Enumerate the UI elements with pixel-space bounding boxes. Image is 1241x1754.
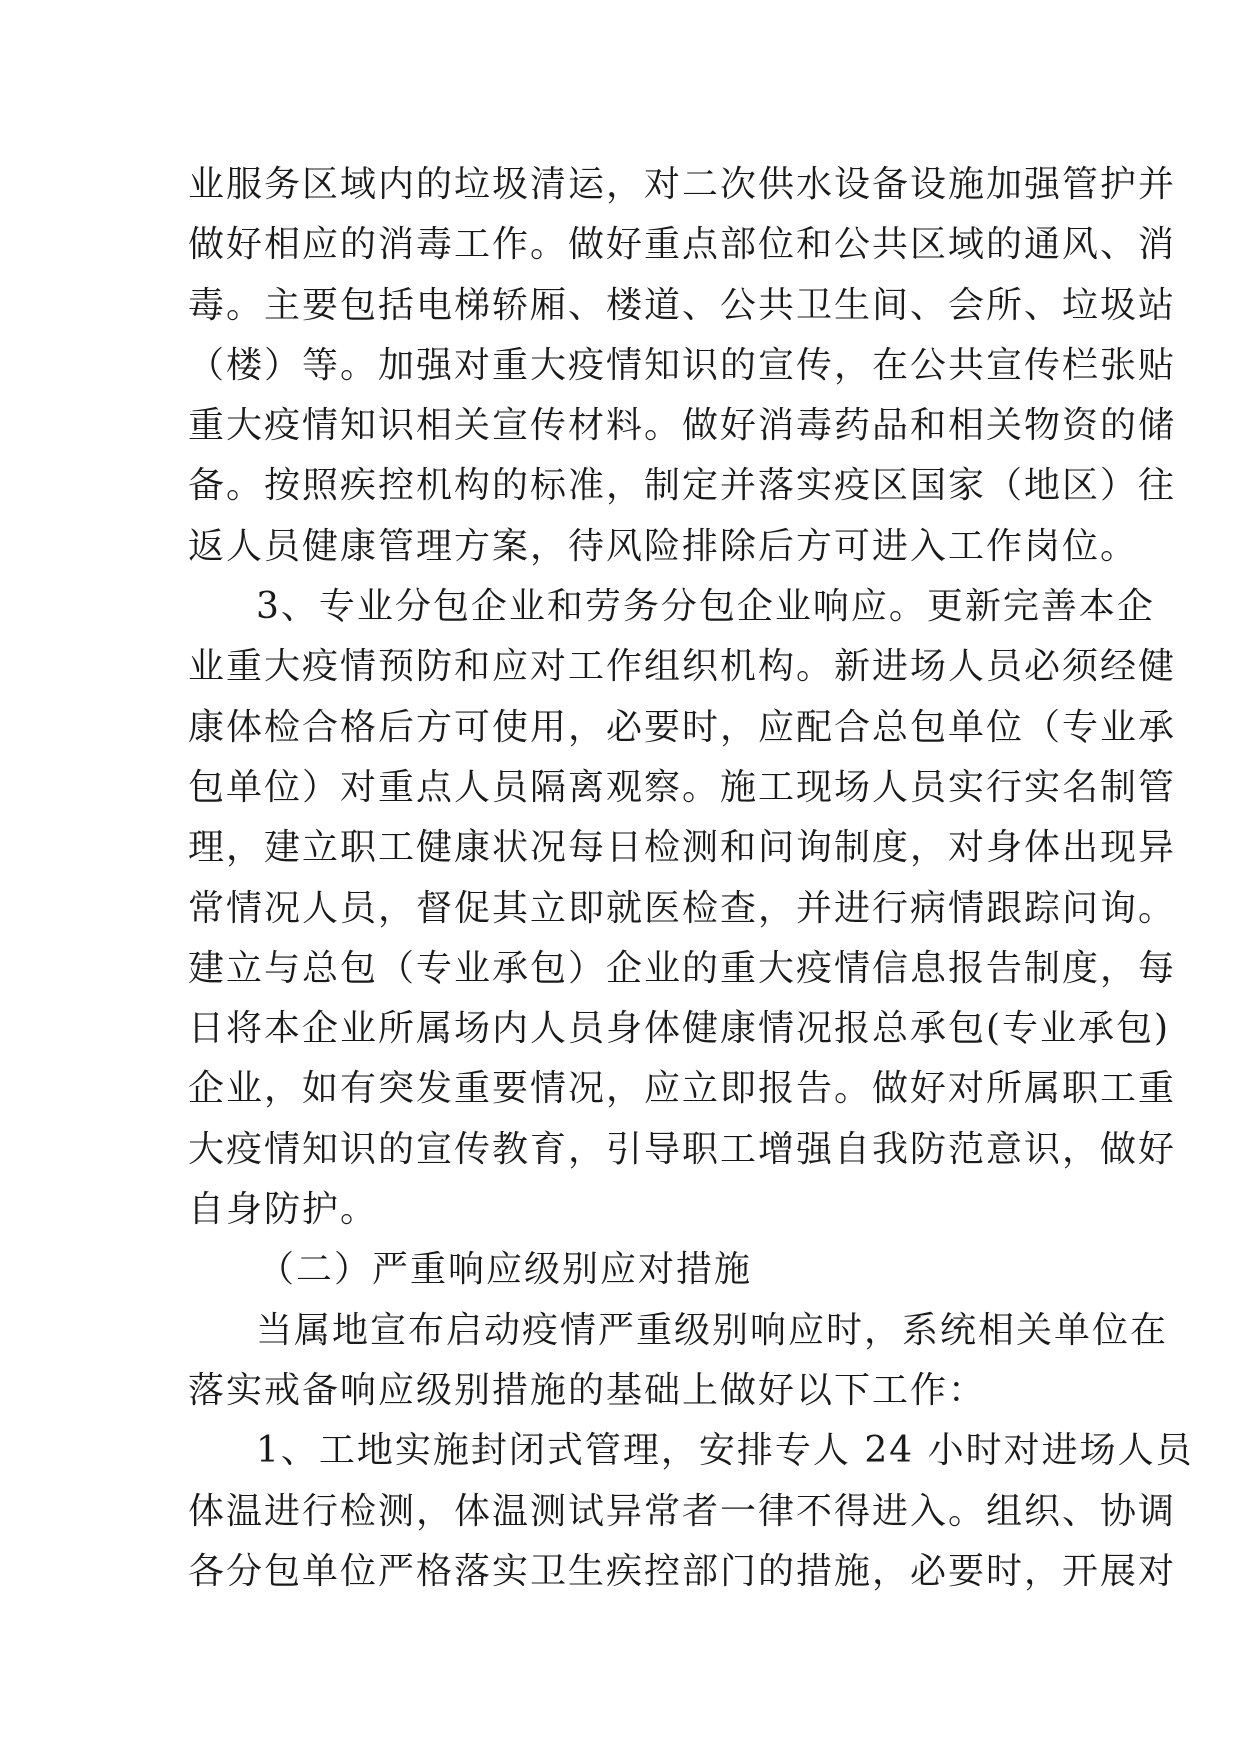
text-line: 日将本企业所属场内人员身体健康情况报总承包(专业承包) bbox=[188, 1008, 1171, 1050]
text-line: 包单位）对重点人员隔离观察。施工现场人员实行实名制管 bbox=[188, 766, 1177, 808]
text-line: 毒。主要包括电梯轿厢、楼道、公共卫生间、会所、垃圾站 bbox=[188, 284, 1177, 326]
text-line: 落实戒备响应级别措施的基础上做好以下工作： bbox=[188, 1369, 987, 1411]
text-line: 自身防护。 bbox=[188, 1189, 379, 1231]
text-line: 大疫情知识的宣传教育，引导职工增强自我防范意识，做好 bbox=[188, 1128, 1177, 1170]
paragraph-start-line: 1、工地实施封闭式管理，安排专人 24 小时对进场人员 bbox=[256, 1430, 1194, 1472]
text-line: 重大疫情知识相关宣传材料。做好消毒药品和相关物资的储 bbox=[188, 405, 1177, 447]
text-line: 各分包单位严格落实卫生疾控部门的措施，必要时，开展对 bbox=[188, 1550, 1177, 1592]
text-line: 理，建立职工健康状况每日检测和问询制度，对身体出现异 bbox=[188, 827, 1177, 869]
text-line: 体温进行检测，体温测试异常者一律不得进入。组织、协调 bbox=[188, 1490, 1177, 1532]
text-line: 康体检合格后方可使用，必要时，应配合总包单位（专业承 bbox=[188, 706, 1177, 748]
text-line: 备。按照疾控机构的标准，制定并落实疫区国家（地区）往 bbox=[188, 465, 1177, 507]
text-line: 业重大疫情预防和应对工作组织机构。新进场人员必须经健 bbox=[188, 646, 1177, 688]
text-line: 常情况人员，督促其立即就医检查，并进行病情跟踪问询。 bbox=[188, 887, 1177, 929]
paragraph-start-line: 当属地宣布启动疫情严重级别响应时，系统相关单位在 bbox=[256, 1309, 1169, 1351]
section-heading: （二）严重响应级别应对措施 bbox=[258, 1249, 753, 1291]
text-line: 企业，如有突发重要情况，应立即报告。做好对所属职工重 bbox=[188, 1068, 1177, 1110]
text-line: 返人员健康管理方案，待风险排除后方可进入工作岗位。 bbox=[188, 525, 1139, 567]
text-line: 做好相应的消毒工作。做好重点部位和公共区域的通风、消 bbox=[188, 224, 1177, 266]
text-line: 业服务区域内的垃圾清运，对二次供水设备设施加强管护并 bbox=[188, 164, 1177, 205]
paragraph-start-line: 3、专业分包企业和劳务分包企业响应。更新完善本企 bbox=[256, 586, 1155, 628]
body-text bbox=[188, 155, 1194, 1602]
text-line: （楼）等。加强对重大疫情知识的宣传，在公共宣传栏张贴 bbox=[188, 344, 1177, 386]
text-line: 建立与总包（专业承包）企业的重大疫情信息报告制度，每 bbox=[188, 947, 1177, 989]
